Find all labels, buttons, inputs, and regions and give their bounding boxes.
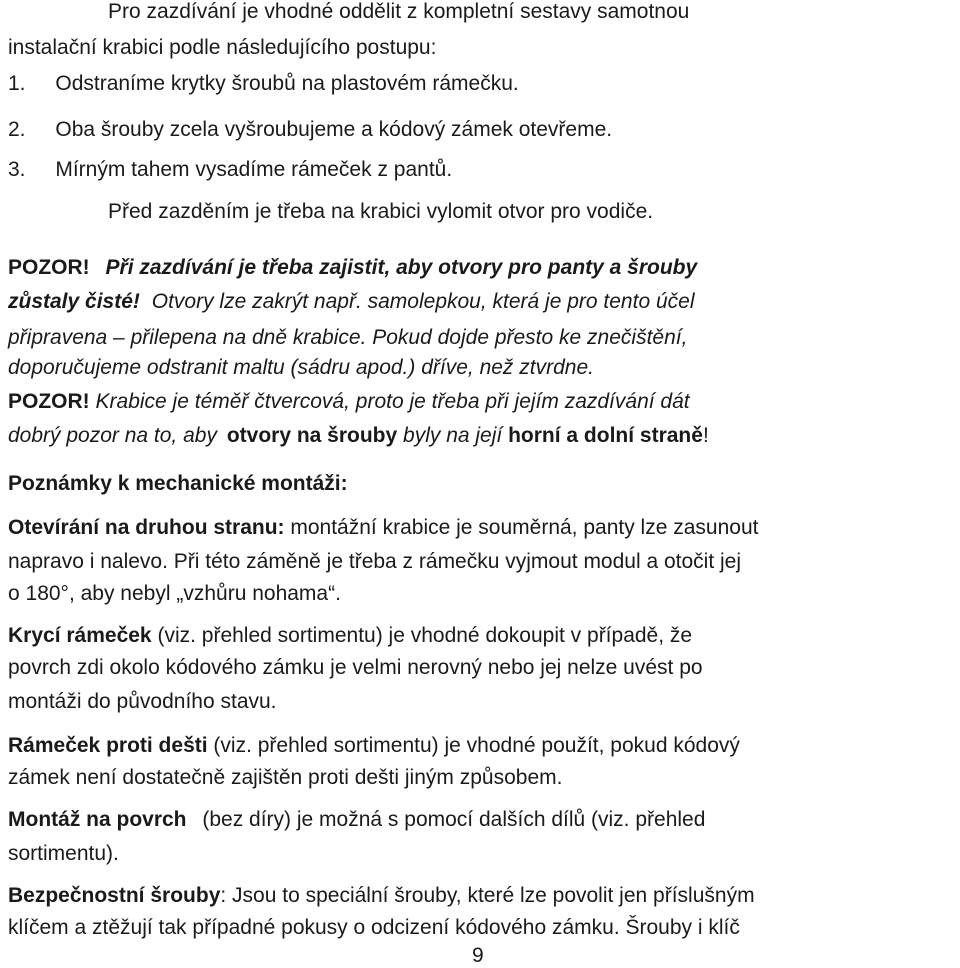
step-3-number: 3. (8, 158, 26, 181)
warning-2-end: ! (702, 424, 709, 447)
warning-1-text-2: Otvory lze zakrýt např. samolepkou, která je pro tento účel (151, 290, 695, 313)
note-2-title: Krycí rámeček (8, 624, 152, 647)
note-1-text: montážní krabice je souměrná, panty lze zasunout (290, 516, 759, 539)
note-1-line-1 (8, 516, 758, 540)
intro-line-2: instalační krabici podle následujícího postupu: (8, 36, 437, 59)
warning-2-line-1 (8, 390, 690, 414)
step-2 (8, 118, 612, 142)
note-3-line-2: zámek není dostatečně zajištěn proti dešti jiným způsobem. (8, 766, 563, 789)
note-4-title: Montáž na povrch (8, 808, 187, 831)
note-1-title: Otevírání na druhou stranu: (8, 516, 285, 539)
before-note: Před zazděním je třeba na krabici vylomit otvor pro vodiče. (108, 200, 654, 223)
note-4-line-2: sortimentu). (8, 842, 119, 865)
warning-2-bold-sides: horní a dolní straně (508, 424, 703, 447)
note-3-text: (viz. přehled sortimentu) je vhodné použít, pokud kódový (213, 734, 740, 757)
step-3-text: Mírným tahem vysadíme rámeček z pantů. (55, 158, 453, 181)
note-5-title: Bezpečnostní šrouby (8, 884, 221, 907)
notes-heading: Poznámky k mechanické montáži: (8, 472, 348, 495)
step-1 (8, 72, 519, 96)
warning-2-text-2: dobrý pozor na to, aby (8, 424, 223, 447)
warning-2-label: POZOR! (8, 390, 90, 413)
warning-1-line-2 (8, 290, 694, 314)
note-1-line-2: napravo i nalevo. Při této záměně je třeba z rámečku vyjmout modul a otočit jej (8, 550, 742, 573)
step-2-number: 2. (8, 118, 26, 141)
step-3 (8, 158, 452, 182)
warning-1-line-1 (8, 256, 697, 280)
note-2-line-2: povrch zdi okolo kódového zámku je velmi nerovný nebo jej nelze uvést po (8, 656, 703, 679)
note-2-line-1 (8, 624, 692, 648)
step-1-number: 1. (8, 72, 26, 95)
warning-1-line-3: připravena – přilepena na dně krabice. Pokud dojde přesto ke znečištění, (8, 326, 688, 349)
warning-1-label: POZOR! (8, 256, 90, 279)
warning-2-bold-screws: otvory na šrouby (226, 424, 398, 447)
note-5-text: : Jsou to speciální šrouby, které lze povolit jen příslušným (220, 884, 755, 907)
step-2-text: Oba šrouby zcela vyšroubujeme a kódový zámek otevřeme. (55, 118, 613, 141)
page-number: 9 (472, 944, 484, 967)
note-4-text: (bez díry) je možná s pomocí dalších dílů (viz. přehled (202, 808, 706, 831)
intro-line-1: Pro zazdívání je vhodné oddělit z kompletní sestavy samotnou (108, 0, 690, 23)
step-1-text: Odstraníme krytky šroubů na plastovém rámečku. (55, 72, 519, 95)
note-5-line-1 (8, 884, 755, 908)
warning-2-line-2 (8, 424, 709, 448)
warning-1-bold-text: Při zazdívání je třeba zajistit, aby otvory pro panty a šrouby (105, 256, 698, 279)
warning-2-text: Krabice je téměř čtvercová, proto je třeba při jejím zazdívání dát (95, 390, 690, 413)
note-4-line-1 (8, 808, 705, 832)
warning-1-bold-text-2: zůstaly čisté! (8, 290, 140, 313)
note-3-line-1 (8, 734, 740, 758)
note-1-line-3: o 180°, aby nebyl „vzhůru nohama“. (8, 582, 341, 605)
warning-2-text-3: byly na její (397, 424, 509, 447)
note-3-title: Rámeček proti dešti (8, 734, 208, 757)
note-2-line-3: montáži do původního stavu. (8, 690, 277, 713)
note-5-line-2: klíčem a ztěžují tak případné pokusy o odcizení kódového zámku. Šrouby i klíč (8, 916, 740, 939)
warning-1-line-4: doporučujeme odstranit maltu (sádru apod.) dříve, než ztvrdne. (8, 356, 594, 379)
note-2-text: (viz. přehled sortimentu) je vhodné dokoupit v případě, že (157, 624, 693, 647)
